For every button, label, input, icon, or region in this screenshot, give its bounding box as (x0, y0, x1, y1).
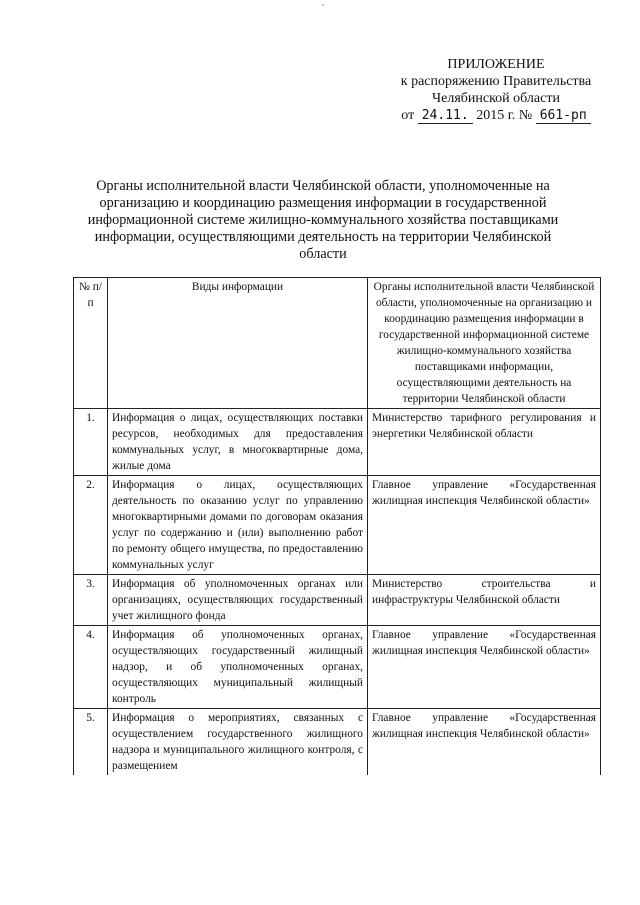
appendix-line-1: к распоряжению Правительства (400, 74, 592, 89)
appendix-header (380, 56, 612, 124)
year-text: 2015 г. № (476, 108, 533, 123)
row-authority: Главное управление «Государственная жилищная инспекция Челябинской области» (368, 476, 601, 575)
row-number: 2. (74, 476, 108, 575)
row-info-type: Информация о лицах, осуществляющих деятельность по оказанию услуг по управлению многоквартирными домами по договорам оказания услуг по содержанию и (или) выполнению работ по ремонту общего имущества, по предоставлению коммунальных услуг (108, 476, 368, 575)
information-table (73, 277, 601, 775)
row-number: 3. (74, 575, 108, 626)
table-row (74, 476, 601, 575)
scan-speck (322, 4, 324, 6)
header-number: № п/п (74, 278, 108, 409)
row-authority: Главное управление «Государственная жилищная инспекция Челябинской области» (368, 626, 601, 709)
appendix-label: ПРИЛОЖЕНИЕ (447, 57, 545, 72)
appendix-date-line (380, 107, 612, 124)
date-value: 24.11. (418, 109, 473, 124)
table-row (74, 626, 601, 709)
row-number: 1. (74, 409, 108, 476)
table-row (74, 709, 601, 776)
row-info-type: Информация о мероприятиях, связанных с осуществлением государственного жилищного надзора и муниципального жилищного контроля, с размещением (108, 709, 368, 776)
row-authority: Главное управление «Государственная жилищная инспекция Челябинской области» (368, 709, 601, 776)
row-number: 5. (74, 709, 108, 776)
row-info-type: Информация о лицах, осуществляющих поставки ресурсов, необходимых для предоставления коммунальных услуг, в многоквартирные дома, жилые дома (108, 409, 368, 476)
header-info-type: Виды информации (108, 278, 368, 409)
row-authority: Министерство строительства и инфраструктуры Челябинской области (368, 575, 601, 626)
row-info-type: Информация об уполномоченных органах, осуществляющих государственный жилищный надзор, и об уполномоченных органах, осуществляющих муниципальный жилищный контроль (108, 626, 368, 709)
appendix-line-2: Челябинской области (432, 91, 560, 106)
table-row (74, 575, 601, 626)
table-row (74, 409, 601, 476)
header-authority: Органы исполнительной власти Челябинской области, уполномоченные на организацию и координацию размещения информации в государственной информационной системе жилищно-коммунального хозяйства поставщиками информации, осуществляющими деятельность на территории Челябинской области (368, 278, 601, 409)
document-title: Органы исполнительной власти Челябинской области, уполномоченные на организацию и координацию размещения информации в государственной информационной системе жилищно-коммунального хозяйства поставщиками информации, осуществляющими деятельность на территории Челябинской области (87, 178, 559, 262)
date-prefix: от (401, 108, 415, 123)
row-authority: Министерство тарифного регулирования и энергетики Челябинской области (368, 409, 601, 476)
table-header-row (74, 278, 601, 409)
row-info-type: Информация об уполномоченных органах или организациях, осуществляющих государственный учет жилищного фонда (108, 575, 368, 626)
row-number: 4. (74, 626, 108, 709)
order-number: 661-рп (536, 109, 591, 124)
